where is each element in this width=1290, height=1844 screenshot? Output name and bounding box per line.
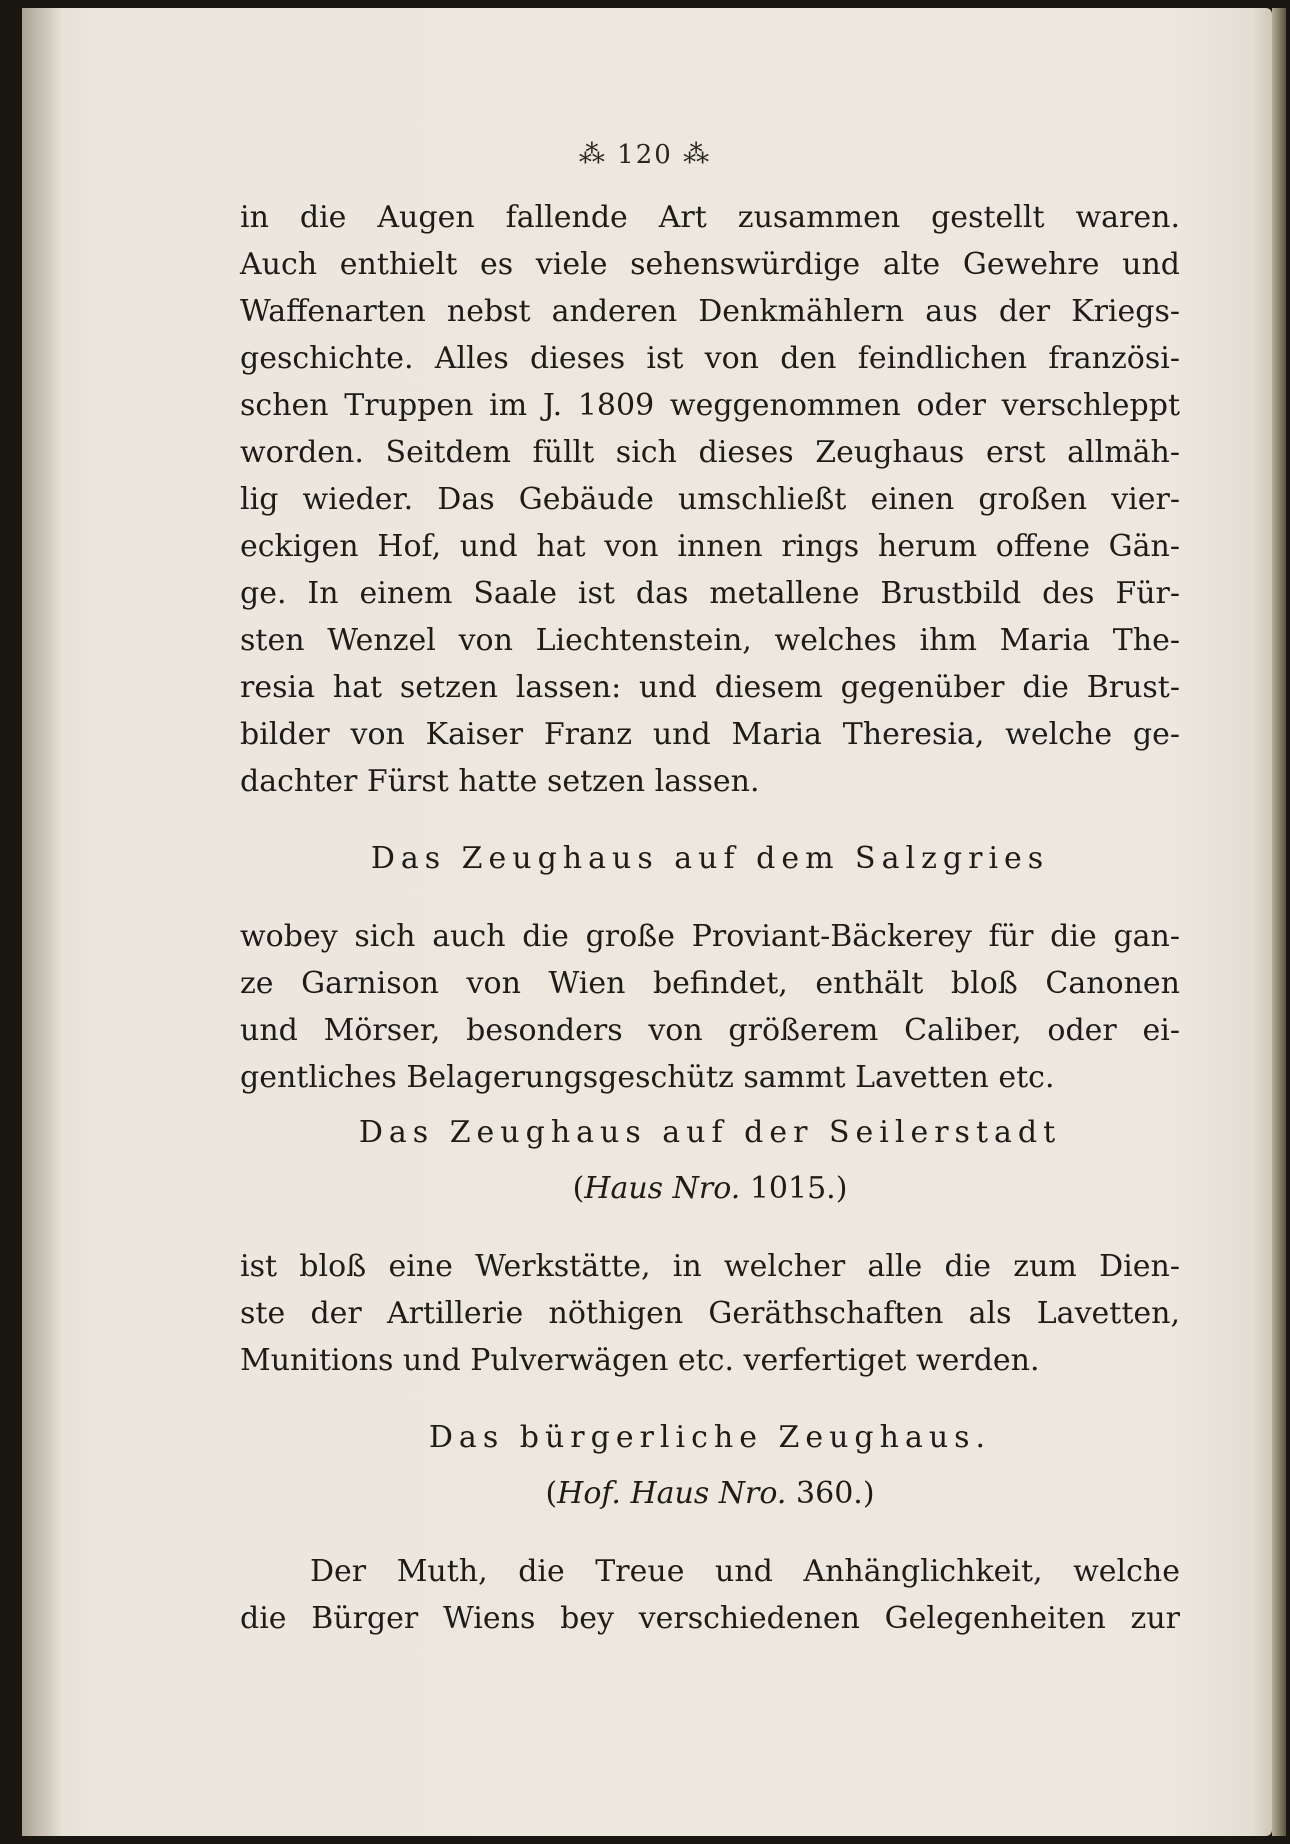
text-line: geschichte. Alles dieses ist von den feindlichen französi- xyxy=(240,341,1180,376)
page-header: ⁂ 120 ⁂ xyxy=(578,140,712,170)
text-line: ge. In einem Saale ist das metallene Brustbild des Für- xyxy=(240,576,1180,611)
text-line: worden. Seitdem füllt sich dieses Zeughaus erst allmäh- xyxy=(240,435,1180,470)
text-line: lig wieder. Das Gebäude umschließt einen großen vier- xyxy=(240,482,1180,517)
text-line: Auch enthielt es viele sehenswürdige alte Gewehre und xyxy=(240,247,1180,282)
paragraph-2 xyxy=(240,913,1180,1101)
address-number: 1015. xyxy=(749,1171,836,1206)
text-line: ste der Artillerie nöthigen Geräthschaften als Lavetten, xyxy=(240,1296,1180,1331)
page-body xyxy=(240,194,1180,1642)
text-line: ze Garnison von Wien befindet, enthält bloß Canonen xyxy=(240,966,1180,1001)
text-line: wobey sich auch die große Proviant-Bäckerey für die gan- xyxy=(240,919,1180,954)
text-line: eckigen Hof, und hat von innen rings herum offene Gän- xyxy=(240,529,1180,564)
text-line: bilder von Kaiser Franz und Maria Theresia, welche ge- xyxy=(240,717,1180,752)
text-line: schen Truppen im J. 1809 weggenommen oder verschleppt xyxy=(240,388,1180,423)
text-line: die Bürger Wiens bey verschiedenen Gelegenheiten zur xyxy=(240,1601,1180,1636)
text-line: Munitions und Pulverwägen etc. verfertiget werden. xyxy=(240,1343,1040,1378)
text-line: gentliches Belagerungsgeschütz sammt Lavetten etc. xyxy=(240,1060,1055,1095)
address-number: 360. xyxy=(796,1476,863,1511)
text-line: sten Wenzel von Liechtenstein, welches ihm Maria The- xyxy=(240,623,1180,658)
text-line: Der Muth, die Treue und Anhänglichkeit, welche xyxy=(310,1554,1180,1589)
section-heading-buergerliches: Das bürgerliche Zeughaus. xyxy=(428,1420,992,1455)
text-line: ist bloß eine Werkstätte, in welcher alle die zum Dien- xyxy=(240,1249,1180,1284)
page-edge xyxy=(1272,8,1286,1836)
text-line: in die Augen fallende Art zusammen gestellt waren. xyxy=(240,200,1180,235)
text-line: resia hat setzen lassen: und diesem gegenüber die Brust- xyxy=(240,670,1180,705)
paragraph-4 xyxy=(240,1548,1180,1642)
text-line: Waffenarten nebst anderen Denkmählern aus der Kriegs- xyxy=(240,294,1180,329)
address-line-hof: (Hof. Haus Nro. 360.) xyxy=(545,1476,875,1511)
section-heading-seilerstadt: Das Zeughaus auf der Seilerstadt xyxy=(358,1115,1062,1150)
section-heading-salzgries: Das Zeughaus auf dem Salzgries xyxy=(370,841,1050,876)
book-gutter xyxy=(22,8,62,1836)
address-label: Hof. Haus Nro. xyxy=(557,1476,787,1511)
text-line: und Mörser, besonders von größerem Caliber, oder ei- xyxy=(240,1013,1180,1048)
address-label: Haus Nro. xyxy=(584,1171,741,1206)
paragraph-1 xyxy=(240,194,1180,805)
paragraph-3 xyxy=(240,1243,1180,1384)
address-line-seilerstadt: (Haus Nro. 1015.) xyxy=(572,1171,848,1206)
text-line: dachter Fürst hatte setzen lassen. xyxy=(240,764,760,799)
